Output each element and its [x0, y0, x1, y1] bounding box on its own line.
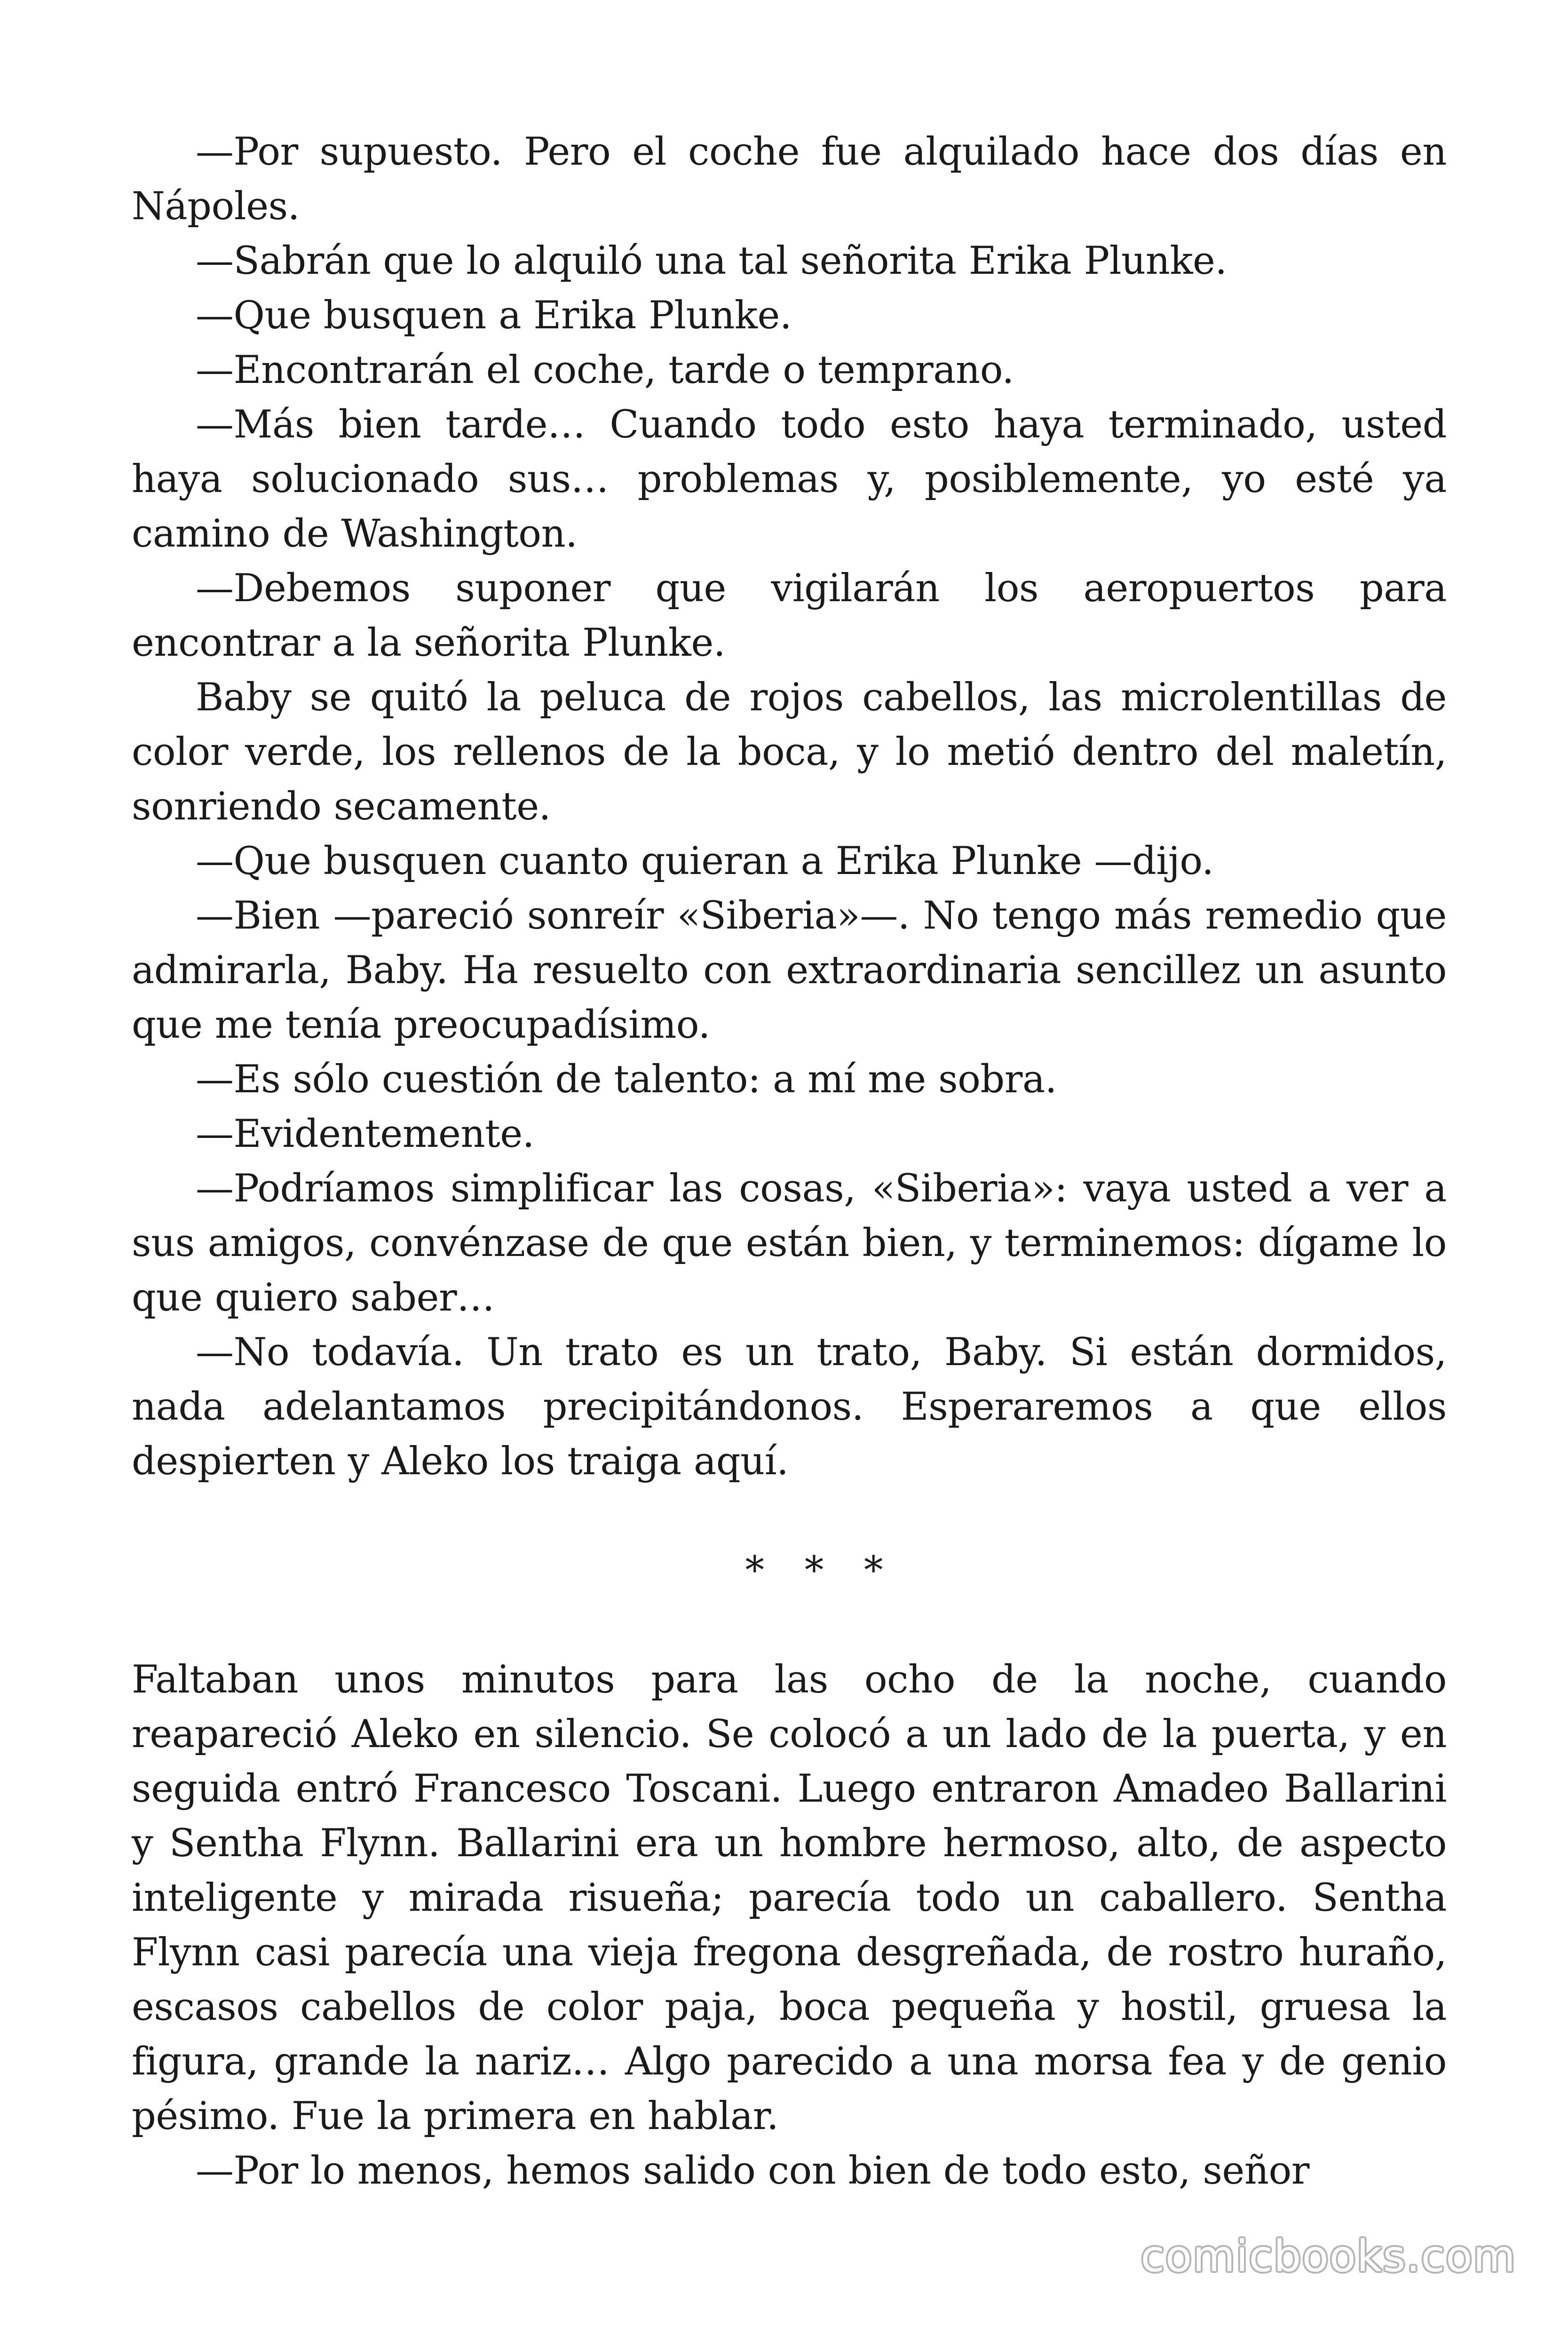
paragraph: —Evidentemente. [196, 1112, 534, 1156]
paragraph: —Por supuesto. Pero el coche fue alquilado hace dos días en Nápoles. [132, 130, 1447, 229]
paragraph: —Debemos suponer que vigilarán los aeropuertos para encontrar a la señorita Plunke. [132, 566, 1447, 665]
paragraph: —No todavía. Un trato es un trato, Baby. Si están dormidos, nada adelantamos precipitándonos. Esperaremos a que ellos despierten y Aleko los traiga aquí. [132, 1330, 1447, 1484]
paragraph: —Que busquen cuanto quieran a Erika Plunke —dijo. [196, 839, 1214, 883]
paragraph: —Que busquen a Erika Plunke. [196, 294, 792, 338]
paragraph: —Sabrán que lo alquiló una tal señorita Erika Plunke. [196, 239, 1227, 283]
paragraph: —Es sólo cuestión de talento: a mí me sobra. [196, 1057, 1057, 1102]
paragraph: —Encontrarán el coche, tarde o temprano. [196, 348, 1014, 392]
paragraph: Faltaban unos minutos para las ocho de la noche, cuando reapareció Aleko en silencio. Se colocó a un lado de la puerta, y en seguida entró Francesco Toscani. Luego entraron Amadeo Ballarini y Sentha Flynn. Ballarini era un hombre hermoso, alto, de aspecto inteligente y mirada risueña; parecía todo un caballero. Sentha Flynn casi parecía una vieja fregona desgreñada, de rostro huraño, escasos cabellos de color paja, boca pequeña y hostil, gruesa la figura, grande la nariz… Algo parecido a una morsa fea y de genio pésimo. Fue la primera en hablar. [132, 1658, 1447, 2138]
scene-separator: * * * [745, 1549, 897, 1593]
book-page [132, 125, 1447, 2198]
paragraph: —Por lo menos, hemos salido con bien de todo esto, señor [196, 2149, 1309, 2193]
paragraph: —Más bien tarde… Cuando todo esto haya terminado, usted haya solucionado sus… problemas y, posiblemente, yo esté ya camino de Washington. [132, 403, 1447, 556]
watermark-text: comicbooks.com [1140, 2231, 1516, 2281]
paragraph: —Podríamos simplificar las cosas, «Siberia»: vaya usted a ver a sus amigos, convénzase de que están bien, y terminemos: dígame lo que quiero saber… [132, 1167, 1447, 1320]
paragraph: —Bien —pareció sonreír «Siberia»—. No tengo más remedio que admirarla, Baby. Ha resuelto con extraordinaria sencillez un asunto que me tenía preocupadísimo. [132, 894, 1447, 1047]
paragraph: Baby se quitó la peluca de rojos cabellos, las microlentillas de color verde, los rellenos de la boca, y lo metió dentro del maletín, sonriendo secamente. [132, 675, 1447, 829]
